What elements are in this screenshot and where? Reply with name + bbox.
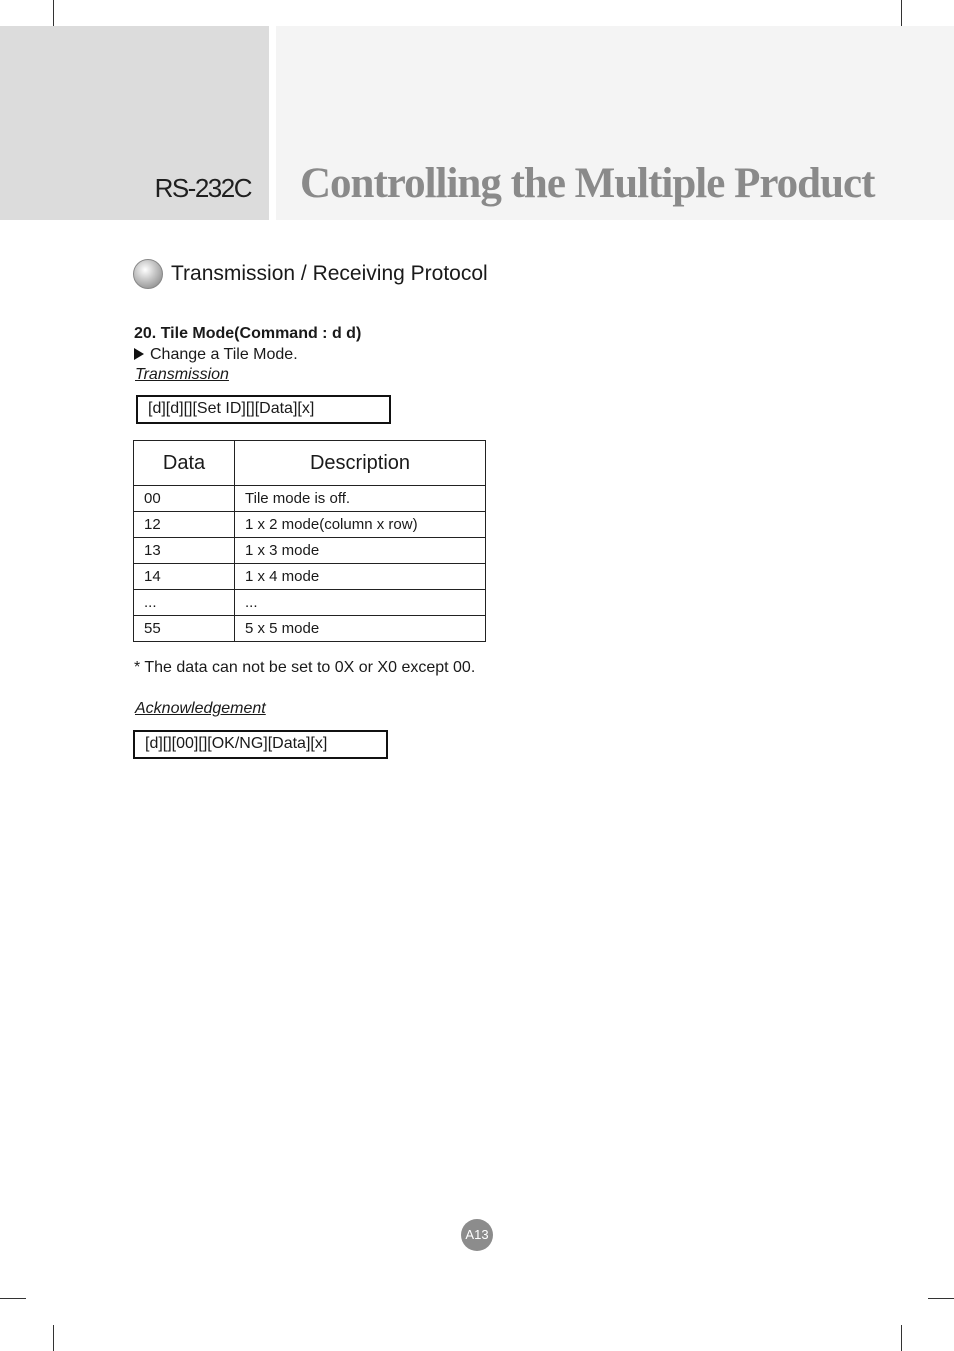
crop-mark <box>928 1298 954 1299</box>
table-cell-data: ... <box>134 590 235 616</box>
table-cell-data: 55 <box>134 616 235 642</box>
transmission-format-box: [d][d][][Set ID][][Data][x] <box>136 395 391 424</box>
table-row <box>134 538 486 564</box>
command-description-text: Change a Tile Mode. <box>150 346 298 363</box>
page-title: Controlling the Multiple Product <box>300 160 875 207</box>
transmission-label: Transmission <box>135 366 229 383</box>
table-cell-data: 13 <box>134 538 235 564</box>
command-description <box>134 346 298 364</box>
table-cell-data: 14 <box>134 564 235 590</box>
table-header-data: Data <box>134 441 235 486</box>
table-row <box>134 512 486 538</box>
table-row <box>134 564 486 590</box>
header-section-panel <box>0 26 269 220</box>
table-cell-description: 5 x 5 mode <box>235 616 486 642</box>
page-number-badge: A13 <box>461 1219 493 1251</box>
table-header-description: Description <box>235 441 486 486</box>
data-table <box>133 440 486 642</box>
crop-mark <box>0 1298 26 1299</box>
crop-mark <box>53 0 54 26</box>
table-cell-description: 1 x 4 mode <box>235 564 486 590</box>
crop-mark <box>901 0 902 26</box>
table-note: * The data can not be set to 0X or X0 except 00. <box>134 659 476 676</box>
table-cell-data: 00 <box>134 486 235 512</box>
arrow-right-icon <box>134 348 144 360</box>
command-title: 20. Tile Mode(Command : d d) <box>134 325 362 342</box>
table-cell-description: Tile mode is off. <box>235 486 486 512</box>
table-header-row <box>134 441 486 486</box>
table-cell-description: ... <box>235 590 486 616</box>
table-row <box>134 486 486 512</box>
section-bullet-icon <box>133 259 163 289</box>
header-title-panel <box>276 26 954 220</box>
acknowledgement-format-box: [d][][00][][OK/NG][Data][x] <box>133 730 388 759</box>
table-cell-description: 1 x 2 mode(column x row) <box>235 512 486 538</box>
section-heading: Transmission / Receiving Protocol <box>171 262 488 285</box>
table-cell-data: 12 <box>134 512 235 538</box>
table-cell-description: 1 x 3 mode <box>235 538 486 564</box>
acknowledgement-label: Acknowledgement <box>135 700 266 717</box>
table-row <box>134 616 486 642</box>
crop-mark <box>901 1325 902 1351</box>
section-tag: RS-232C <box>154 173 251 203</box>
table-row <box>134 590 486 616</box>
crop-mark <box>53 1325 54 1351</box>
